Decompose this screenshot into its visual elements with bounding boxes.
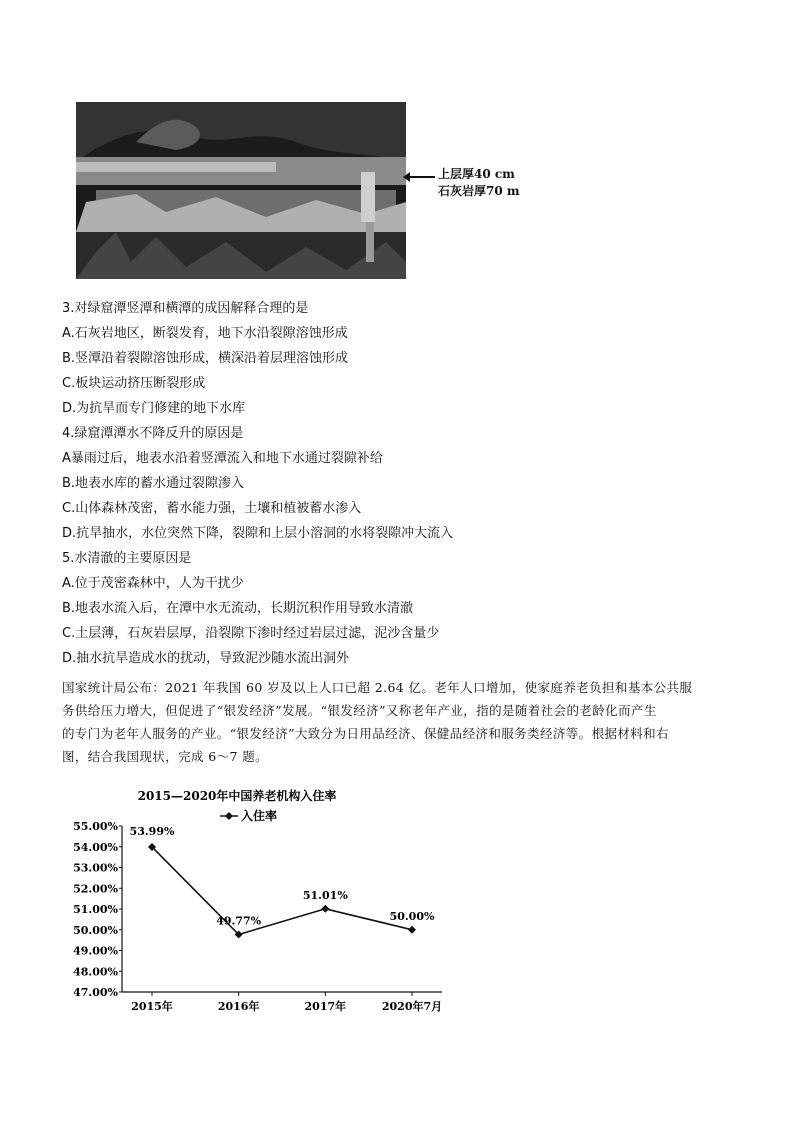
y-tick-label: 55.00%	[73, 820, 118, 833]
data-label: 53.99%	[129, 824, 175, 838]
question-3-option-b: B.竖潭沿着裂隙溶蚀形成，横深沿着层理溶蚀形成	[62, 351, 349, 366]
y-tick-label: 49.00%	[73, 944, 118, 958]
question-5-option-d: D.抽水抗旱造成水的扰动，导致泥沙随水流出洞外	[62, 651, 350, 666]
data-labels	[130, 825, 435, 928]
y-tick-label: 53.00%	[73, 861, 118, 875]
x-tick-label: 2020年7月	[381, 1000, 443, 1013]
passage-line: 图，结合我国现状，完成 6～7 题。	[62, 749, 269, 764]
question-4-option-a: A暴雨过后，地表水沿着竖潭流入和地下水通过裂隙补给	[62, 451, 383, 466]
photo-illustration	[76, 102, 406, 279]
photo-label-lower: 石灰岩厚70 m	[438, 184, 520, 198]
x-tick-label: 2017年	[304, 1000, 347, 1013]
photo-label-upper: 上层厚40 cm	[438, 167, 515, 181]
data-label: 50.00%	[389, 909, 435, 923]
chart-legend	[220, 808, 277, 823]
passage-line: 务供给压力增大，但促进了“银发经济”发展。“银发经济”又称老年产业，指的是随着社会的老龄化而产生	[62, 703, 657, 718]
data-points	[148, 843, 416, 939]
y-tick-labels	[73, 820, 122, 999]
legend-label: 入住率	[241, 809, 278, 823]
data-point	[408, 926, 416, 934]
question-5-option-a: A.位于茂密森林中，人为干扰少	[62, 576, 244, 591]
data-point	[321, 905, 329, 913]
y-tick-label: 50.00%	[73, 923, 118, 937]
question-3-option-c: C.板块运动挤压断裂形成	[62, 376, 206, 391]
question-5-stem: 5.水清澈的主要原因是	[62, 551, 192, 566]
chart-svg	[62, 786, 462, 1021]
question-5-option-c: C.土层薄，石灰岩层厚，沿裂隙下渗时经过岩层过滤，泥沙含量少	[62, 626, 440, 641]
question-4-stem: 4.绿窟潭潭水不降反升的原因是	[62, 426, 244, 441]
data-label: 49.77%	[216, 914, 262, 928]
legend-marker-icon	[225, 812, 233, 820]
data-label: 51.01%	[302, 888, 348, 902]
y-tick-label: 51.00%	[73, 903, 118, 916]
question-4-option-b: B.地表水库的蓄水通过裂隙渗入	[62, 476, 245, 491]
y-tick-label: 48.00%	[73, 965, 118, 979]
y-tick-label: 47.00%	[73, 986, 118, 999]
chart-title: 2015—2020年中国养老机构入住率	[137, 789, 337, 803]
y-tick-label: 54.00%	[73, 840, 118, 854]
y-tick-label: 52.00%	[73, 882, 118, 896]
passage-line: 国家统计局公布：2021 年我国 60 岁及以上人口已超 2.64 亿。老年人口增加，使家庭养老负担和基本公共服	[62, 680, 693, 695]
landscape-photo	[76, 102, 406, 279]
question-3-option-a: A.石灰岩地区，断裂发育，地下水沿裂隙溶蚀形成	[62, 326, 348, 341]
question-4-option-d: D.抗旱抽水，水位突然下降，裂隙和上层小溶洞的水将裂隙冲大流入	[62, 526, 454, 541]
x-tick-label: 2015年	[131, 1000, 173, 1013]
series-line	[152, 847, 412, 935]
label-arrow	[405, 176, 435, 178]
passage-line: 的专门为老年人服务的产业。“银发经济”大致分为日用品经济、保健品经济和服务类经济等。根据材料和右	[62, 726, 669, 741]
question-5-option-b: B.地表水流入后，在潭中水无流动，长期沉积作用导致水清澈	[62, 601, 414, 616]
question-3-stem: 3.对绿窟潭竖潭和横潭的成因解释合理的是	[62, 301, 309, 316]
x-tick-labels	[131, 992, 442, 1013]
x-tick-label: 2016年	[217, 1000, 260, 1013]
question-4-option-c: C.山体森林茂密，蓄水能力强，土壤和植被蓄水渗入	[62, 501, 362, 516]
occupancy-chart	[62, 786, 462, 1025]
question-3-option-d: D.为抗旱而专门修建的地下水库	[62, 401, 246, 416]
passage	[62, 676, 738, 768]
